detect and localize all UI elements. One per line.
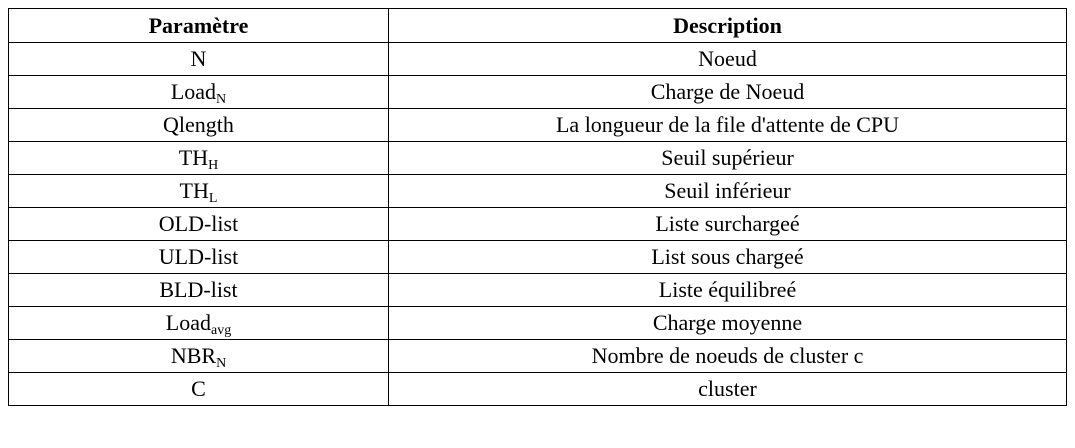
param-subscript: avg xyxy=(210,323,232,338)
param-cell xyxy=(9,307,389,340)
param-name: TH xyxy=(178,145,209,170)
param-name: N xyxy=(190,46,207,71)
param-cell xyxy=(9,340,389,373)
description-cell: La longueur de la file d'attente de CPU xyxy=(389,109,1067,142)
description-cell: Nombre de noeuds de cluster c xyxy=(389,340,1067,373)
param-cell xyxy=(9,43,389,76)
table-header-row xyxy=(9,9,1067,43)
description-cell: List sous chargeé xyxy=(389,241,1067,274)
description-cell: Charge de Noeud xyxy=(389,76,1067,109)
param-name: NBR xyxy=(170,343,217,368)
header-description: Description xyxy=(389,9,1067,43)
param-subscript: L xyxy=(208,191,218,206)
param-name: BLD-list xyxy=(159,277,238,302)
param-name: OLD-list xyxy=(158,211,239,236)
param-name: Load xyxy=(165,310,211,335)
param-name: C xyxy=(191,376,206,401)
table-row xyxy=(9,208,1067,241)
param-cell xyxy=(9,109,389,142)
table-row xyxy=(9,43,1067,76)
param-subscript: N xyxy=(216,92,227,107)
description-cell: Noeud xyxy=(389,43,1067,76)
param-name: Qlength xyxy=(163,112,234,137)
table-row xyxy=(9,175,1067,208)
param-name: ULD-list xyxy=(158,244,239,269)
description-cell: cluster xyxy=(389,373,1067,406)
description-cell: Seuil inférieur xyxy=(389,175,1067,208)
param-cell xyxy=(9,241,389,274)
param-cell xyxy=(9,142,389,175)
param-subscript: H xyxy=(208,158,219,173)
description-cell: Seuil supérieur xyxy=(389,142,1067,175)
table-row xyxy=(9,142,1067,175)
param-cell xyxy=(9,373,389,406)
description-cell: Liste surchargeé xyxy=(389,208,1067,241)
description-cell: Charge moyenne xyxy=(389,307,1067,340)
table-row xyxy=(9,241,1067,274)
param-cell xyxy=(9,76,389,109)
param-subscript: N xyxy=(216,356,227,371)
table-row xyxy=(9,76,1067,109)
parameter-table xyxy=(8,8,1067,406)
param-cell xyxy=(9,175,389,208)
table-row xyxy=(9,109,1067,142)
param-cell xyxy=(9,274,389,307)
table-body xyxy=(9,43,1067,406)
param-name: Load xyxy=(170,79,217,104)
table-row xyxy=(9,274,1067,307)
table-row xyxy=(9,373,1067,406)
header-param: Paramètre xyxy=(9,9,389,43)
description-cell: Liste équilibreé xyxy=(389,274,1067,307)
param-cell xyxy=(9,208,389,241)
table-row xyxy=(9,340,1067,373)
param-name: TH xyxy=(179,178,209,203)
table-row xyxy=(9,307,1067,340)
